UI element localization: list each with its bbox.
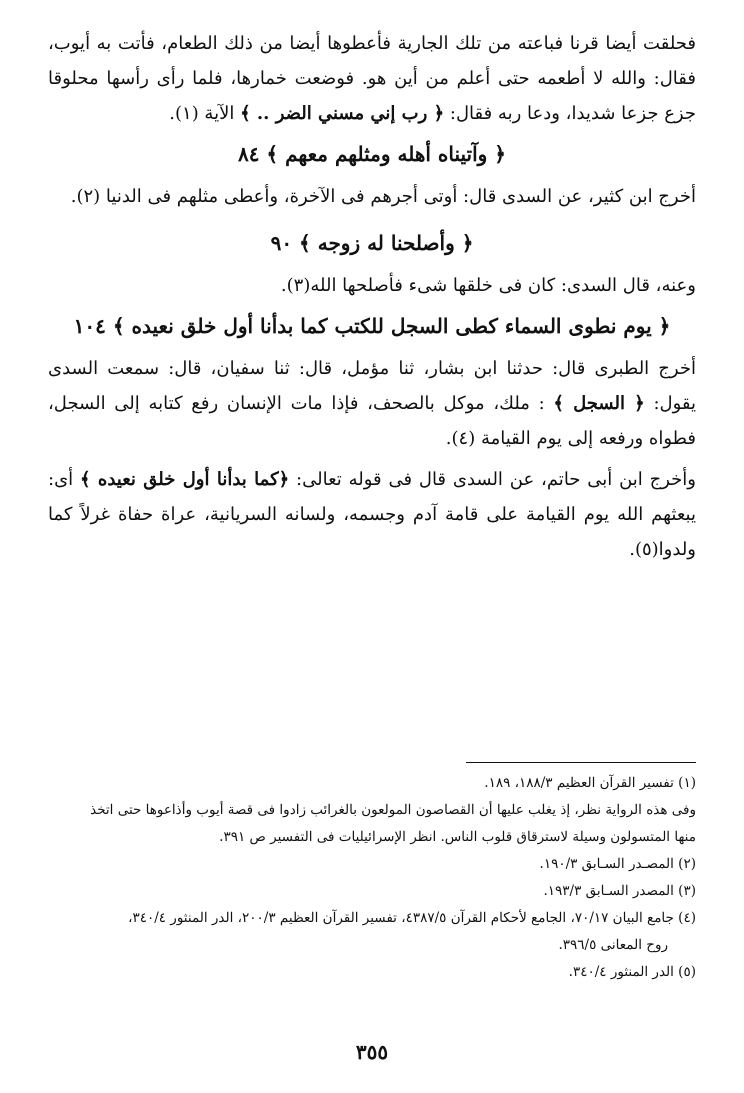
footnote-separator bbox=[466, 762, 696, 763]
footnote-4: (٤) جامع البيان ٧٠/١٧، الجامع لأحكام القرآن ٤٣٨٧/٥، تفسير القرآن العظيم ٢٠٠/٣، الدر المنثور ٣٤٠/٤، bbox=[128, 910, 696, 926]
quran-quote: ﴿ السجل ﴾ bbox=[553, 393, 645, 414]
footnote-5: (٥) الدر المنثور ٣٤٠/٤. bbox=[568, 964, 696, 980]
verse-heading-90: ﴿ وأصلحنا له زوجه ﴾ ٩٠ bbox=[270, 231, 474, 255]
paragraph-3: وعنه، قال السدى: كان فى خلقها شىء فأصلحها الله(٣). bbox=[280, 275, 696, 296]
quran-quote: ﴿ رب إني مسني الضر .. ﴾ bbox=[240, 103, 445, 124]
footnote-1-note-cont: منها المتسولون وسيلة لاسترقاق قلوب الناس. انظر الإسرائيليات فى التفسير ص ٣٩١. bbox=[219, 829, 696, 845]
quran-quote: ﴿كما بدأنا أول خلق نعيده ﴾ bbox=[79, 469, 290, 490]
footnote-3: (٣) المصدر السـابق ١٩٣/٣. bbox=[543, 883, 696, 899]
footnote-1: (١) تفسير القرآن العظيم ١٨٨/٣، ١٨٩. bbox=[484, 775, 696, 791]
footnote-1-note: وفى هذه الرواية نظر، إذ يغلب عليها أن القصاصون المولعون بالغرائب زادوا فى قصة أيوب وأذاعوها حتى اتخذ bbox=[90, 802, 696, 818]
footnote-4-cont: روح المعانى ٣٩٦/٥. bbox=[558, 937, 668, 953]
verse-heading-104: ﴿ يوم نطوى السماء كطى السجل للكتب كما بدأنا أول خلق نعيده ﴾ ١٠٤ bbox=[73, 314, 671, 338]
paragraph-5: وأخرج ابن أبى حاتم، عن السدى قال فى قوله تعالى: ﴿كما بدأنا أول خلق نعيده ﴾ أى: يبعثهم الله يوم القيامة على قامة آدم وجسمه، ولسانه السريانية، عراة حفاة غرلاً كما ولدوا(٥). bbox=[48, 469, 696, 560]
footnotes bbox=[48, 770, 696, 986]
paragraph-4: أخرج الطبرى قال: حدثنا ابن بشار، ثنا مؤمل، قال: ثنا سفيان، قال: سمعت السدى يقول: ﴿ السجل ﴾ : ملك، موكل بالصحف، فإذا مات الإنسان رفع كتابه إلى السجل، فطواه ورفعه إلى يوم القيامة (٤). bbox=[48, 358, 696, 449]
page-number: ٣٥٥ bbox=[355, 1040, 389, 1064]
verse-heading-84: ﴿ وآتيناه أهله ومثلهم معهم ﴾ ٨٤ bbox=[237, 142, 507, 166]
footnote-2: (٢) المصـدر السـابق ١٩٠/٣. bbox=[539, 856, 696, 872]
paragraph-1: فحلقت أيضا قرنا فباعته من تلك الجارية فأعطوها أيضا من ذلك الطعام، فأتت به أيوب، فقال: والله لا أطعمه حتى أعلم من أين هو. فوضعت خمارها، فلما رأى رأسها محلوقا جزع جزعا شديدا، ودعا ربه فقال: ﴿ رب إني مسني الضر .. ﴾ الآية (١). bbox=[48, 33, 696, 124]
paragraph-2: أخرج ابن كثير، عن السدى قال: أوتى أجرهم فى الآخرة، وأعطى مثلهم فى الدنيا (٢). bbox=[70, 186, 696, 207]
main-text bbox=[48, 26, 696, 567]
